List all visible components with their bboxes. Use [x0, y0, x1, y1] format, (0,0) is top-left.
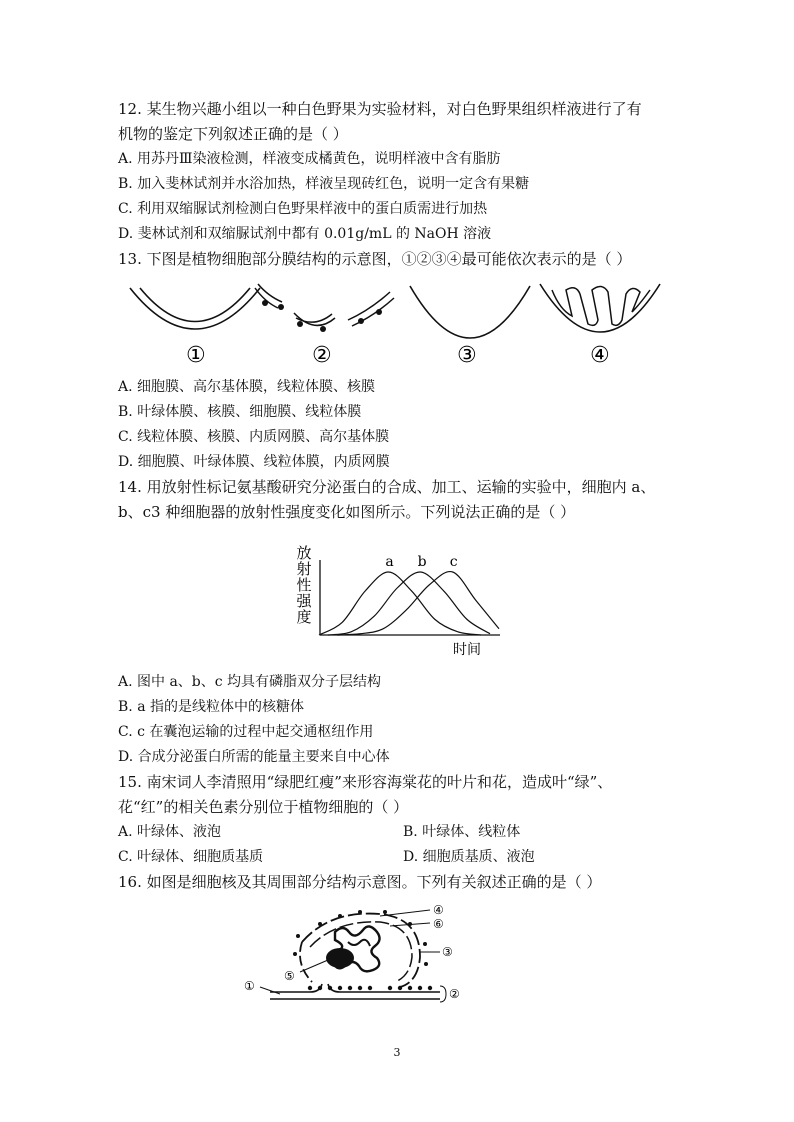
q14-option-d: D. 合成分泌蛋白所需的能量主要来自中心体 — [118, 749, 390, 765]
membrane-2-fragments — [255, 284, 394, 332]
q15-option-d: D. 细胞质基质、液泡 — [403, 849, 535, 865]
y-axis-label — [296, 544, 312, 626]
series-label-b: b — [417, 554, 427, 570]
series-line-b — [328, 572, 490, 635]
q12-stem-line1: 12. 某生物兴趣小组以一种白色野果为实验材料，对白色野果组织样液进行了有 — [118, 100, 642, 118]
membrane-4-inner — [552, 286, 650, 325]
page-number: 3 — [393, 1046, 401, 1059]
membrane-3 — [410, 286, 530, 338]
q15-stem-line2: 花“红”的相关色素分别位于植物细胞的（ ） — [118, 798, 409, 816]
label-5-nucleus: ⑤ — [284, 969, 295, 983]
radioactivity-chart — [290, 540, 510, 660]
q13-option-c: C. 线粒体膜、核膜、内质网膜、高尔基体膜 — [118, 429, 390, 445]
membrane-1-inner — [140, 288, 250, 322]
q15-stem-line1: 15. 南宋词人李清照用“绿肥红瘦”来形容海棠花的叶片和花，造成叶“绿”、 — [118, 773, 613, 791]
q14-stem-line1: 14. 用放射性标记氨基酸研究分泌蛋白的合成、加工、运输的实验中，细胞内 a、 — [118, 478, 656, 496]
q12-stem-line2: 机物的鉴定下列叙述正确的是（ ） — [118, 125, 348, 143]
q12-option-b: B. 加入斐林试剂并水浴加热，样液呈现砖红色，说明一定含有果糖 — [118, 176, 530, 192]
series-line-a — [319, 572, 481, 635]
q15-option-c: C. 叶绿体、细胞质基质 — [118, 849, 264, 865]
membrane-4-outer — [540, 284, 660, 332]
y-axis-label-text: 放射性强度 — [296, 544, 312, 626]
q13-option-b: B. 叶绿体膜、核膜、细胞膜、线粒体膜 — [118, 404, 362, 420]
q16-stem: 16. 如图是细胞核及其周围部分结构示意图。下列有关叙述正确的是（ ） — [118, 873, 602, 891]
label-3-nucleus: ③ — [442, 945, 453, 959]
label-1: ① — [186, 343, 206, 368]
q14-option-a: A. 图中 a、b、c 均具有磷脂双分子层结构 — [118, 674, 382, 690]
series-label-a: a — [385, 554, 394, 570]
label-2: ② — [312, 343, 332, 368]
label-6-nucleus: ⑥ — [433, 917, 444, 931]
label-4: ④ — [590, 343, 610, 368]
q14-option-b: B. a 指的是线粒体中的核糖体 — [118, 699, 304, 715]
q12-option-d: D. 斐林试剂和双缩脲试剂中都有 0.01g/mL 的 NaOH 溶液 — [118, 226, 492, 242]
membrane-1-outer — [130, 288, 260, 329]
label-3: ③ — [457, 343, 477, 368]
q14-option-c: C. c 在囊泡运输的过程中起交通枢纽作用 — [118, 724, 374, 740]
nucleus-diagram — [240, 902, 470, 1012]
q14-stem-line2: b、c3 种细胞器的放射性强度变化如图所示。下列说法正确的是（ ） — [118, 503, 576, 521]
x-axis-label: 时间 — [453, 642, 481, 658]
q15-option-b: B. 叶绿体、线粒体 — [403, 824, 521, 840]
q12-option-a: A. 用苏丹Ⅲ染液检测，样液变成橘黄色，说明样液中含有脂肪 — [118, 151, 501, 167]
label-2-nucleus: ② — [449, 987, 460, 1001]
q13-option-d: D. 细胞膜、叶绿体膜、线粒体膜，内质网膜 — [118, 454, 390, 470]
q15-option-a: A. 叶绿体、液泡 — [118, 824, 222, 840]
q13-stem: 13. 下图是植物细胞部分膜结构的示意图，①②③④最可能依次表示的是（ ） — [118, 250, 632, 268]
label-1-nucleus: ① — [244, 979, 255, 993]
label-4-nucleus: ④ — [433, 903, 444, 917]
q13-option-a: A. 细胞膜、高尔基体膜，线粒体膜、核膜 — [118, 379, 376, 395]
series-label-c: c — [449, 554, 458, 570]
q12-option-c: C. 利用双缩脲试剂检测白色野果样液中的蛋白质需进行加热 — [118, 201, 488, 217]
membrane-diagram — [120, 280, 670, 370]
